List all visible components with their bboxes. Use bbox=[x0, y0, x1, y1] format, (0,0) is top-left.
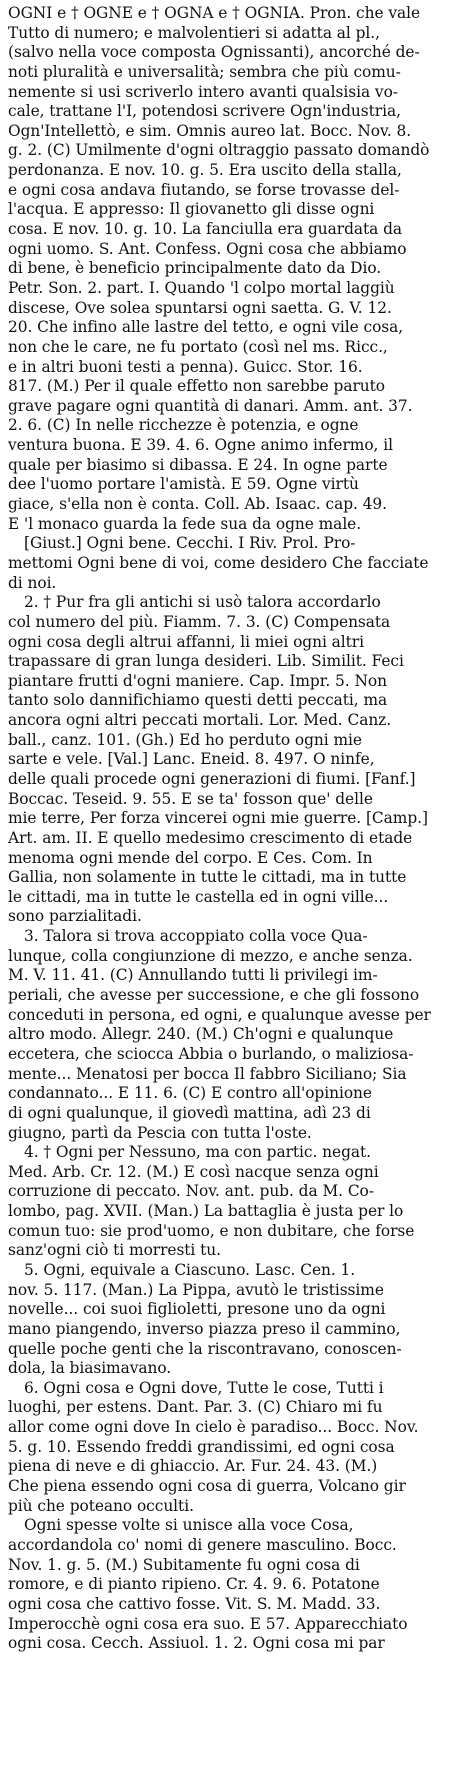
text-line: conceduti in persona, ed ogni, e qualunque avesse per bbox=[8, 1005, 431, 1024]
text-line: nemente si usi scriverlo intero avanti qualsisia vo- bbox=[8, 82, 398, 101]
text-line: 5. g. 10. Essendo freddi grandissimi, ed ogni cosa bbox=[8, 1437, 395, 1456]
text-line: allor come ogni dove In cielo è paradiso... Bocc. Nov. bbox=[8, 1418, 419, 1437]
text-line: quelle poche genti che la riscontravano, conoscen- bbox=[8, 1339, 402, 1358]
text-line: mettomi Ogni bene di voi, come desidero Che facciate bbox=[8, 553, 429, 572]
section-heading: 4. † Ogni per Nessuno, ma con partic. negat. bbox=[24, 1143, 371, 1162]
text-line: eccetera, che sciocca Abbia o burlando, o maliziosa- bbox=[8, 1044, 414, 1063]
text-line: menoma ogni mende del corpo. E Ces. Com. In bbox=[8, 848, 373, 867]
text-line: OGNI e † OGNE e † OGNA e † OGNIA. Pron. che vale bbox=[8, 4, 421, 22]
text-line: di bene, è beneficio principalmente dato da Dio. bbox=[8, 259, 382, 278]
text-line: Ogn'Intellettò, e sim. Omnis aureo lat. Bocc. Nov. 8. bbox=[8, 121, 412, 140]
text-line: condannato... E 11. 6. (C) E contro all'opinione bbox=[8, 1084, 372, 1103]
text-line: l'acqua. E appresso: Il giovanetto gli disse ogni bbox=[8, 200, 375, 219]
section-heading: 6. Ogni cosa e Ogni dove, Tutte le cose, Tutti i bbox=[24, 1378, 384, 1397]
text-line: dee l'uomo portare l'amistà. E 59. Ogne virtù bbox=[8, 475, 359, 494]
text-line: tanto solo dannifichiamo questi detti peccati, ma bbox=[8, 691, 388, 710]
section-heading: Ogni spesse volte si unisce alla voce Cosa, bbox=[24, 1516, 354, 1535]
text-line: sarte e vele. [Val.] Lanc. Eneid. 8. 497. O ninfe, bbox=[8, 750, 375, 769]
text-line: ancora ogni altri peccati mortali. Lor. Med. Canz. bbox=[8, 711, 392, 730]
text-line: altro modo. Allegr. 240. (M.) Ch'ogni e qualunque bbox=[8, 1025, 394, 1044]
text-line: di ogni qualunque, il giovedì mattina, adì 23 di bbox=[8, 1103, 371, 1122]
text-line: piena di neve e di ghiaccio. Ar. Fur. 24. 43. (M.) bbox=[8, 1457, 378, 1476]
text-line: grave pagare ogni quantità di danari. Amm. ant. 37. bbox=[8, 396, 413, 415]
text-line: e ogni cosa andava fiutando, se forse trovasse del- bbox=[8, 180, 400, 199]
text-line: ogni cosa degli altrui affanni, li miei ogni altri bbox=[8, 632, 364, 651]
text-line: giugno, partì da Pescia con tutta l'oste. bbox=[8, 1123, 312, 1142]
text-line: di noi. bbox=[8, 573, 57, 592]
text-line: delle quali procede ogni generazioni di fiumi. [Fanf.] bbox=[8, 769, 416, 788]
text-line: comun tuo: sie prod'uomo, e non dubitare, che forse bbox=[8, 1221, 415, 1240]
text-line: Petr. Son. 2. part. I. Quando 'l colpo mortal laggiù bbox=[8, 278, 395, 297]
text-line: mente... Menatosi per bocca Il fabbro Siciliano; Sia bbox=[8, 1064, 407, 1083]
text-line: E 'l monaco guarda la fede sua da ogne male. bbox=[8, 514, 362, 533]
text-line: luoghi, per estens. Dant. Par. 3. (C) Chiaro mi fu bbox=[8, 1398, 383, 1417]
text-line: ogni cosa. Cecch. Assiuol. 1. 2. Ogni cosa mi par bbox=[8, 1634, 385, 1653]
text-line: Tutto di numero; e malvolentieri si adatta al pl., bbox=[8, 23, 380, 42]
text-line: ball., canz. 101. (Gh.) Ed ho perduto ogni mie bbox=[8, 730, 362, 749]
section-heading: 2. † Pur fra gli antichi si usò talora accordarlo bbox=[24, 593, 381, 612]
text-line: 817. (M.) Per il quale effetto non sarebbe paruto bbox=[8, 377, 385, 396]
text-line: piantare frutti d'ogni maniere. Cap. Impr. 5. Non bbox=[8, 671, 387, 690]
text-line: mano piangendo, inverso piazza preso il cammino, bbox=[8, 1319, 401, 1338]
text-line: M. V. 11. 41. (C) Annullando tutti li privilegi im- bbox=[8, 966, 378, 985]
section-heading: 5. Ogni, equivale a Ciascuno. Lasc. Cen. 1. bbox=[24, 1261, 356, 1279]
text-line: periali, che avesse per successione, e che gli fossono bbox=[8, 986, 420, 1005]
text-line: Nov. 1. g. 5. (M.) Subitamente fu ogni cosa di bbox=[8, 1555, 360, 1574]
text-line: sono parzialitadi. bbox=[8, 907, 142, 926]
text-line: dola, la biasimavano. bbox=[8, 1359, 172, 1378]
text-line: novelle... coi suoi figlioletti, presone uno da ogni bbox=[8, 1300, 386, 1319]
section-heading: 3. Talora si trova accoppiato colla voce Qua- bbox=[24, 927, 368, 946]
text-line: Boccac. Teseid. 9. 55. E se ta' fosson que' delle bbox=[8, 789, 373, 808]
text-line: perdonanza. E nov. 10. g. 5. Era uscito della stalla, bbox=[8, 161, 402, 180]
text-line: cale, trattane l'I, potendosi scrivere Ogn'industria, bbox=[8, 102, 401, 121]
text-line: nov. 5. 117. (Man.) La Pippa, avutò le tristissime bbox=[8, 1280, 384, 1299]
text-line: noti pluralità e universalità; sembra che più comu- bbox=[8, 62, 401, 81]
text-line: Art. am. II. E quello medesimo crescimento di etade bbox=[8, 828, 413, 847]
text-line: e in altri buoni testi a penna). Guicc. Stor. 16. bbox=[8, 357, 363, 376]
text-line: Med. Arb. Cr. 12. (M.) E così nacque senza ogni bbox=[8, 1162, 379, 1181]
text-line: col numero del più. Fiamm. 7. 3. (C) Compensata bbox=[8, 612, 391, 631]
text-line: accordandola co' nomi di genere masculino. Bocc. bbox=[8, 1535, 397, 1554]
text-line: non che le care, ne fu portato (così nel ms. Ricc., bbox=[8, 337, 388, 356]
text-line: discese, Ove solea spuntarsi ogni saetta. G. V. 12. bbox=[8, 298, 392, 317]
text-line: 2. 6. (C) In nelle ricchezze è potenzia, e ogne bbox=[8, 416, 359, 435]
text-line: ogni uomo. S. Ant. Confess. Ogni cosa che abbiamo bbox=[8, 239, 407, 258]
text-line: più che poteano occulti. bbox=[8, 1496, 194, 1515]
text-line: 20. Che infino alle lastre del tetto, e ogni vile cosa, bbox=[8, 318, 404, 337]
text-line: lombo, pag. XVII. (Man.) La battaglia è justa per lo bbox=[8, 1202, 404, 1221]
text-line: ogni cosa che cattivo fosse. Vit. S. M. Madd. 33. bbox=[8, 1594, 381, 1613]
text-line: Che piena essendo ogni cosa di guerra, Volcano gir bbox=[8, 1477, 406, 1496]
text-line: trapassare di gran lunga desideri. Lib. Similit. Feci bbox=[8, 652, 404, 671]
text-line: giace, s'ella non è conta. Coll. Ab. Isaac. cap. 49. bbox=[8, 495, 388, 514]
text-line: Imperocchè ogni cosa era suo. E 57. Apparecchiato bbox=[8, 1614, 408, 1633]
text-line: lunque, colla congiunzione di mezzo, e anche senza. bbox=[8, 946, 413, 965]
text-line: ventura buona. E 39. 4. 6. Ogne animo infermo, il bbox=[8, 436, 393, 455]
text-line: le cittadi, ma in tutte le castella ed in ogni ville... bbox=[8, 887, 389, 906]
text-line: sanz'ogni ciò ti morresti tu. bbox=[8, 1241, 221, 1260]
text-line: quale per biasimo si dibassa. E 24. In ogne parte bbox=[8, 455, 388, 474]
text-line: corruzione di peccato. Nov. ant. pub. da M. Co- bbox=[8, 1182, 374, 1201]
text-line: g. 2. (C) Umilmente d'ogni oltraggio passato domandò bbox=[8, 141, 430, 160]
text-line: mie terre, Per forza vincerei ogni mie guerre. [Camp.] bbox=[8, 809, 428, 828]
text-line: Gallia, non solamente in tutte le cittadi, ma in tutte bbox=[8, 868, 407, 887]
text-line: romore, e di pianto ripieno. Cr. 4. 9. 6. Potatone bbox=[8, 1575, 380, 1594]
text-line: [Giust.] Ogni bene. Cecchi. I Riv. Prol. Pro- bbox=[24, 534, 356, 553]
text-line: cosa. E nov. 10. g. 10. La fanciulla era guardata da bbox=[8, 220, 403, 239]
text-line: (salvo nella voce composta Ognissanti), ancorché de- bbox=[8, 43, 420, 62]
